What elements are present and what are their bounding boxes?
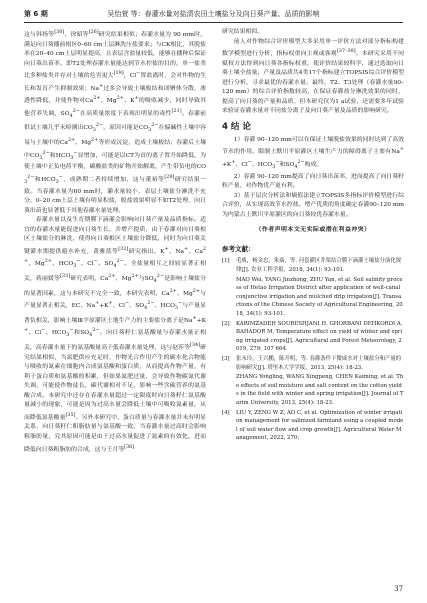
reference-text: KARIMZADEH SOURESHJANI H, GHORBANI DEHKORDI A, BAHADOR M. Temperature effect on yield of winter and spring irrigated crops[J]. Agricultural and Forest Meteorology, 2019, 279: 107 664. — [236, 320, 403, 353]
body-paragraph: 研究结果相似。 — [222, 29, 264, 35]
reference-text: MAO Wei, YANG Jinzhong, ZHU Yan, et al. Soil salinity process of Hetao Irrigation District after application of well-canal conjunctive irrigation and mulched drip irrigation[J]. Transactions of the Chinese Society of Agricultural Engineering, 2018, 34(1): 93-101. — [236, 276, 403, 318]
reference-number — [222, 276, 236, 319]
left-column — [24, 28, 206, 455]
reference-entry — [222, 276, 404, 319]
reference-number: [2] — [222, 320, 230, 327]
conclusion-item: 1）春灌 90–120 mm可以在保证土壤脱盐效果的同时达到了高效节水的作用。限制土默川平原灌区土壤生产力的障碍离子主要有Na++K+、Cl−、$HCO_3^-$和$SO_4^{2-}$构成。 — [222, 136, 404, 171]
page-number: 37 — [394, 585, 403, 593]
conclusion-item: 3）基于层次分析法和熵值法建立TOPSIS多指标评价模型进行综合评价，从实现高效节水控盐、增产优质的角度确定春灌90–120 mm为内蒙古土默川平原灌区的向日葵较优春灌水量。 — [222, 192, 404, 218]
reference-number: [3] — [222, 356, 230, 362]
right-column — [222, 28, 404, 444]
section-heading-conclusions: 4 结 论 — [222, 121, 251, 132]
reference-number — [222, 373, 236, 407]
conflict-statement: （作者声明本文无实际或潜在利益冲突） — [255, 226, 371, 234]
reference-entry — [222, 320, 404, 354]
reference-number: [4] — [222, 409, 230, 416]
reference-list — [222, 257, 404, 442]
reference-entry — [222, 355, 404, 372]
reference-text: LIU Y, ZENG W Z, AO C, et al. Optimization of winter irrigation management for salinized farmland using a coupled model of soil water flow and crop growth[J]. Agricultural Water Management, 2022, 270: — [236, 409, 404, 442]
reference-text: 毛威，杨金忠，朱焱，等. 河套灌区井渠结合膜下滴灌土壤盐分演化规律[J]. 农业工程学报，2018, 34(1): 93-101. — [236, 258, 402, 274]
reference-entry — [222, 409, 404, 443]
reference-entry — [222, 373, 404, 407]
reference-number: [1] — [222, 258, 230, 265]
reference-entry — [222, 257, 404, 274]
body-paragraph: 这与韩扬等[30]、徐昭等[26]研究结果相似；春灌水量为 90 mm时，满足向日葵播前根区0–60 cm土层淋洗压盐要求；与CK相比，其脱盐率在20–40 cm土层明显提高，且表层含盐量较低，能够在播种后保证向日葵出苗率，即T2处理春灌水量能达到节水控盐的目的，单一盐类比多种盐类并存对土壤的危害更大[19]，Cl−置盐离时，会对作物的生长和发育产生抑制效果；Na+过多会导致土壤板结和团聚体分散，渗透性降低，并使作物对$Ca^{2+}$、$Mg^{2+}$、K+的吸收减少，同时导致其他营养失调，$SO_4^{2-}$在高质量浓度下表现出明显的毒性[21]。春灌前供试土壤几乎未检测出$CO_3^{2-}$，原因可能是$CO_3^{2-}$在偏碱性土壤中容易与土壤中的$Ca^{2+}$、$Mg^{2+}$等形成沉淀，造成土壤板结；春灌后土壤中$CO_3^{2-}$和$HCO_3^-$显增加，可能是以CT为首的离子置升始降低，为使土壤中正负电荷平衡，碳酸盐类的矿物开始解离，产生带负电的$CO_3^{2-}$和$HCO_3^-$，成熟期二者持续增加，这与董裕等[29]研究结果一致。当春灌水量为60 mm时，灌水量较小，表层土壤盐分淋洗不充分，0–20 cm土层土壤有明显积盐，脱盐效果明显不如T2处理，向日葵出苗也显著低于其他春灌水量处理。 — [24, 29, 207, 214]
reference-text: 张永玲，王兴鹏，陈开明，等. 春灌条件下微咸水对土壤盐分和产量的影响研究[J]. 塔里木大学学报，2013, 25(4): 18-23. — [236, 356, 402, 371]
reference-text: ZHANG Yongling, WANG Xingpeng, CHEN Kaiming, et al. The effects of soil moisture and salt content on the cotton yields in the field with winter and spring irrigation[J]. Journal of Tarim University, 2013, 25(4): 18-23. — [236, 374, 404, 406]
running-title: 吴怡萱 等：春灌水量对盐渍农田土壤盐分及向日葵产量、品质的影响 — [107, 10, 320, 18]
body-paragraph: 春灌水量以及生育期膜下滴灌会影响向日葵产量及品质指标。适宜的春灌水量能促进向日葵生长，并增产提质，由于春灌对向日葵根区土壤盐分的淋洗，使得向日葵根区土壤盐分降低，同时为向日葵关键灌水期提供避水补充，黄雅蓝等[32]研究指出，K+、Na+、$Ca^{2+}$、$Mg^{2+}$、$HCO_3^-$、Cl−、$SO_4^{2-}$、全盐量相互之间较显著正相关，蒋丽媛等[33]研究表明，$Ca^{2+}$、$Mg^{2+}$与$SO_4^{2-}$是影响土壤盐分的显著因素，这与本研究不完全一致，本研究表明，$Ca^{2+}$、$Mg^{2+}$与产量显著正相关，EC、Na++K+、Cl−、$SO_4^{2-}$、$HCO_3^-$与产量显著负相关，影响土壤Ⅲ平原灌区土地生产力的主要盐分离子是Na++K+、Cl−、$HCO_3^-$和$SO_4^{2-}$。向日葵籽仁氨基酸量与春灌水量正相关，高春灌水量下的氨基酸量高于低春灌水量处理，这与赵莎等[34]研究结果相似，当氮肥供应充足时，作物光合作用产生的碳水化合物能与吸收的氮素在细胞内合成氨基酸和蛋白质，从而提高作物产量，有利于蛋白质和氨基酸的积累，但如果氮肥过量，会导致作物碳氮代谢失调，可能使作物徒长，碳代谢相对不足，影响一些含碳营养的氨基酸合成。本研究中还存在春灌水量超过一定限度时向日葵籽仁氨基酸量减小的现象，可能是因为过高水量会降低土壤中可吸收氮素量，从而降低氮基酸量[35]。另外本研究中，蛋白质量与春灌水量并未有明显关系，向日葵籽仁粗脂肪量与氨基酸一致，当春灌水量过高时会影响粗脂肪量，究其原因可能是由于过高水量促进了氮素的有效化，进而降低向日葵粗脂肪的合成，这与王月等[36] — [24, 217, 207, 453]
conclusion-item: 2）春灌 90–120 mm提高了向日葵出苗率，进而提高了向日葵籽粒产量，对作物优产更有利。 — [222, 173, 404, 190]
issue-label: 第 6 期 — [24, 10, 48, 18]
references-heading: 参考文献： — [222, 244, 255, 253]
running-header — [24, 9, 403, 23]
body-paragraph: 前人对作物综合评价模型大多采用单一评价方法对部分指标构建数学模型进行分析，指标权重向主观或客观[37–38]。本研究采用不同赋权方法得到向日葵各指标权重，使评价结果较科学，通过选取向日葵土壤全盐量、产量及品质共4类17个指标建立TOPSIS综合评价模型进行分析，寻求最优的春灌水量。最终，T2、T3处理（春灌水量90–120 mm）的综合评价指数较高，在保证春灌盐分淋洗效果的同时，提高了向日葵的产量和品质。但本研究仅为1 a试验，还需要多年试验来验证春灌水量对不同盐分离子及向日葵产量及品质的影响研究。 — [222, 38, 405, 115]
